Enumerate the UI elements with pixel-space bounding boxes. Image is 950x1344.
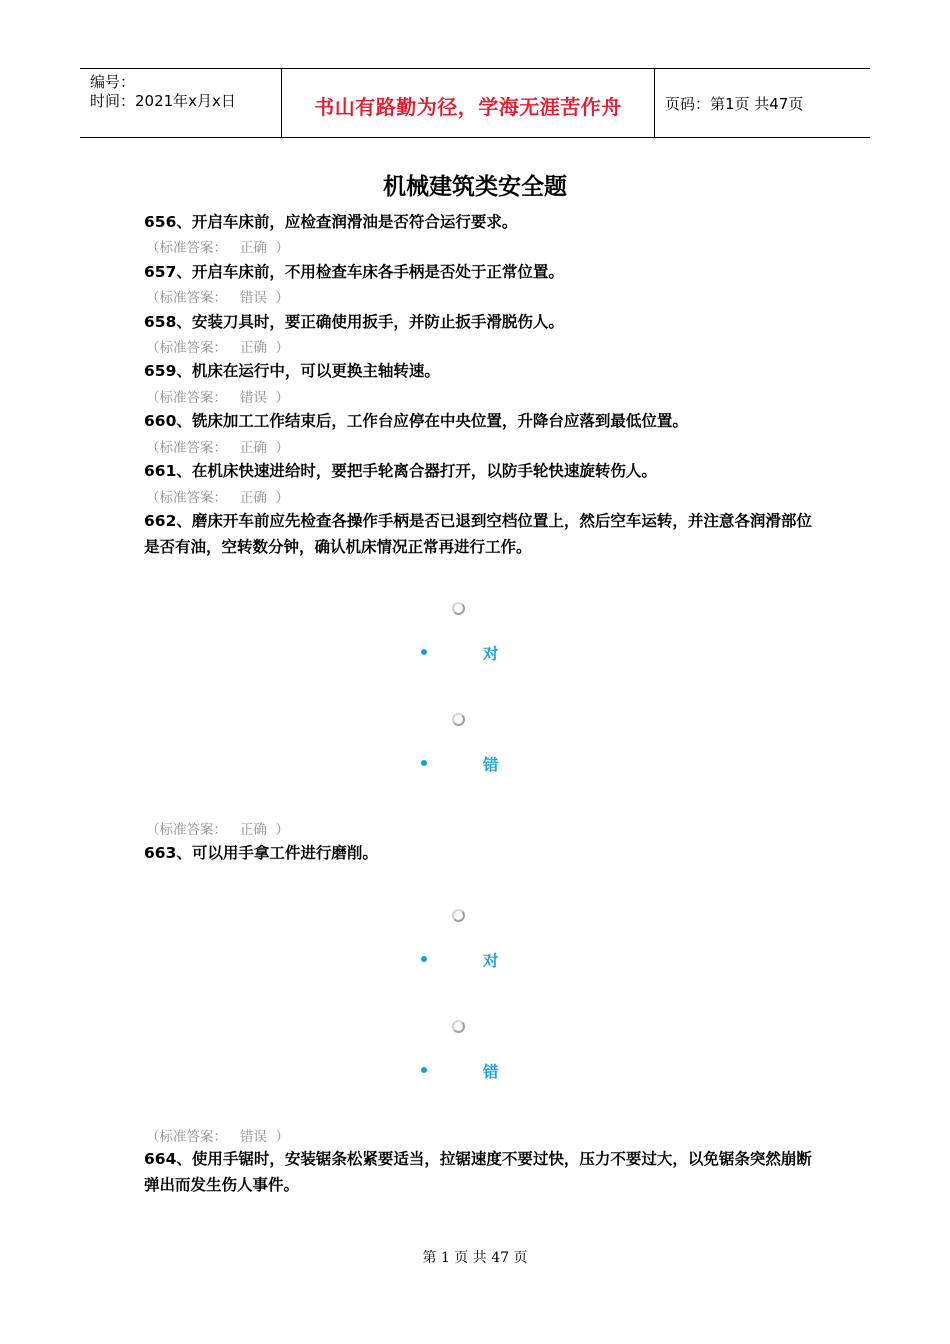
radio-button[interactable] <box>452 713 465 726</box>
question-664: 664、使用手锯时，安装锯条松紧要适当，拉锯速度不要过快，压力不要过大，以免锯条突然崩断弹出而发生伤人事件。 <box>144 1150 812 1194</box>
option-true[interactable]: 对 <box>483 645 499 663</box>
question-661: 661、在机床快速进给时，要把手轮离合器打开，以防手轮快速旋转伤人。 <box>144 462 657 480</box>
motto: 书山有路勤为径，学海无涯苦作舟 <box>314 95 622 119</box>
question-657: 657、开启车床前，不用检查车床各手柄是否处于正常位置。 <box>144 263 564 281</box>
time-label: 时间：2021年x月x日 <box>90 92 236 110</box>
answer-656: （标准答案： 正确 ） <box>146 240 289 256</box>
radio-button[interactable] <box>452 909 465 922</box>
answer-658: （标准答案： 正确 ） <box>146 340 289 356</box>
radio-button[interactable] <box>452 1020 465 1033</box>
question-660: 660、铣床加工工作结束后，工作台应停在中央位置，升降台应落到最低位置。 <box>144 412 688 430</box>
bullet-icon <box>421 760 427 766</box>
answer-663: （标准答案： 错误 ） <box>146 1129 289 1145</box>
document-header <box>80 68 870 138</box>
option-false[interactable]: 错 <box>483 756 499 774</box>
question-659: 659、机床在运行中，可以更换主轴转速。 <box>144 362 440 380</box>
bullet-icon <box>421 956 427 962</box>
bullet-icon <box>421 649 427 655</box>
page-footer: 第 1 页 共 47 页 <box>422 1250 528 1266</box>
question-656: 656、开启车床前，应检查润滑油是否符合运行要求。 <box>144 213 518 231</box>
header-page-cell <box>655 69 870 137</box>
option-true[interactable]: 对 <box>483 952 499 970</box>
answer-662: （标准答案： 正确 ） <box>146 822 289 838</box>
answer-659: （标准答案： 错误 ） <box>146 390 289 406</box>
document-title: 机械建筑类安全题 <box>383 174 567 200</box>
header-motto-cell <box>282 69 655 137</box>
answer-661: （标准答案： 正确 ） <box>146 490 289 506</box>
question-662: 662、磨床开车前应先检查各操作手柄是否已退到空档位置上，然后空车运转，并注意各润滑部位是否有油，空转数分钟，确认机床情况正常再进行工作。 <box>144 512 812 556</box>
answer-660: （标准答案： 正确 ） <box>146 440 289 456</box>
question-658: 658、安装刀具时，要正确使用扳手，并防止扳手滑脱伤人。 <box>144 313 564 331</box>
option-false[interactable]: 错 <box>483 1063 499 1081</box>
header-info-cell <box>80 69 282 137</box>
answer-657: （标准答案： 错误 ） <box>146 290 289 306</box>
page-info: 页码：第1页 共47页 <box>665 95 804 113</box>
radio-button[interactable] <box>452 602 465 615</box>
question-663: 663、可以用手拿工件进行磨削。 <box>144 844 378 862</box>
bullet-icon <box>421 1067 427 1073</box>
number-label: 编号： <box>90 73 136 91</box>
